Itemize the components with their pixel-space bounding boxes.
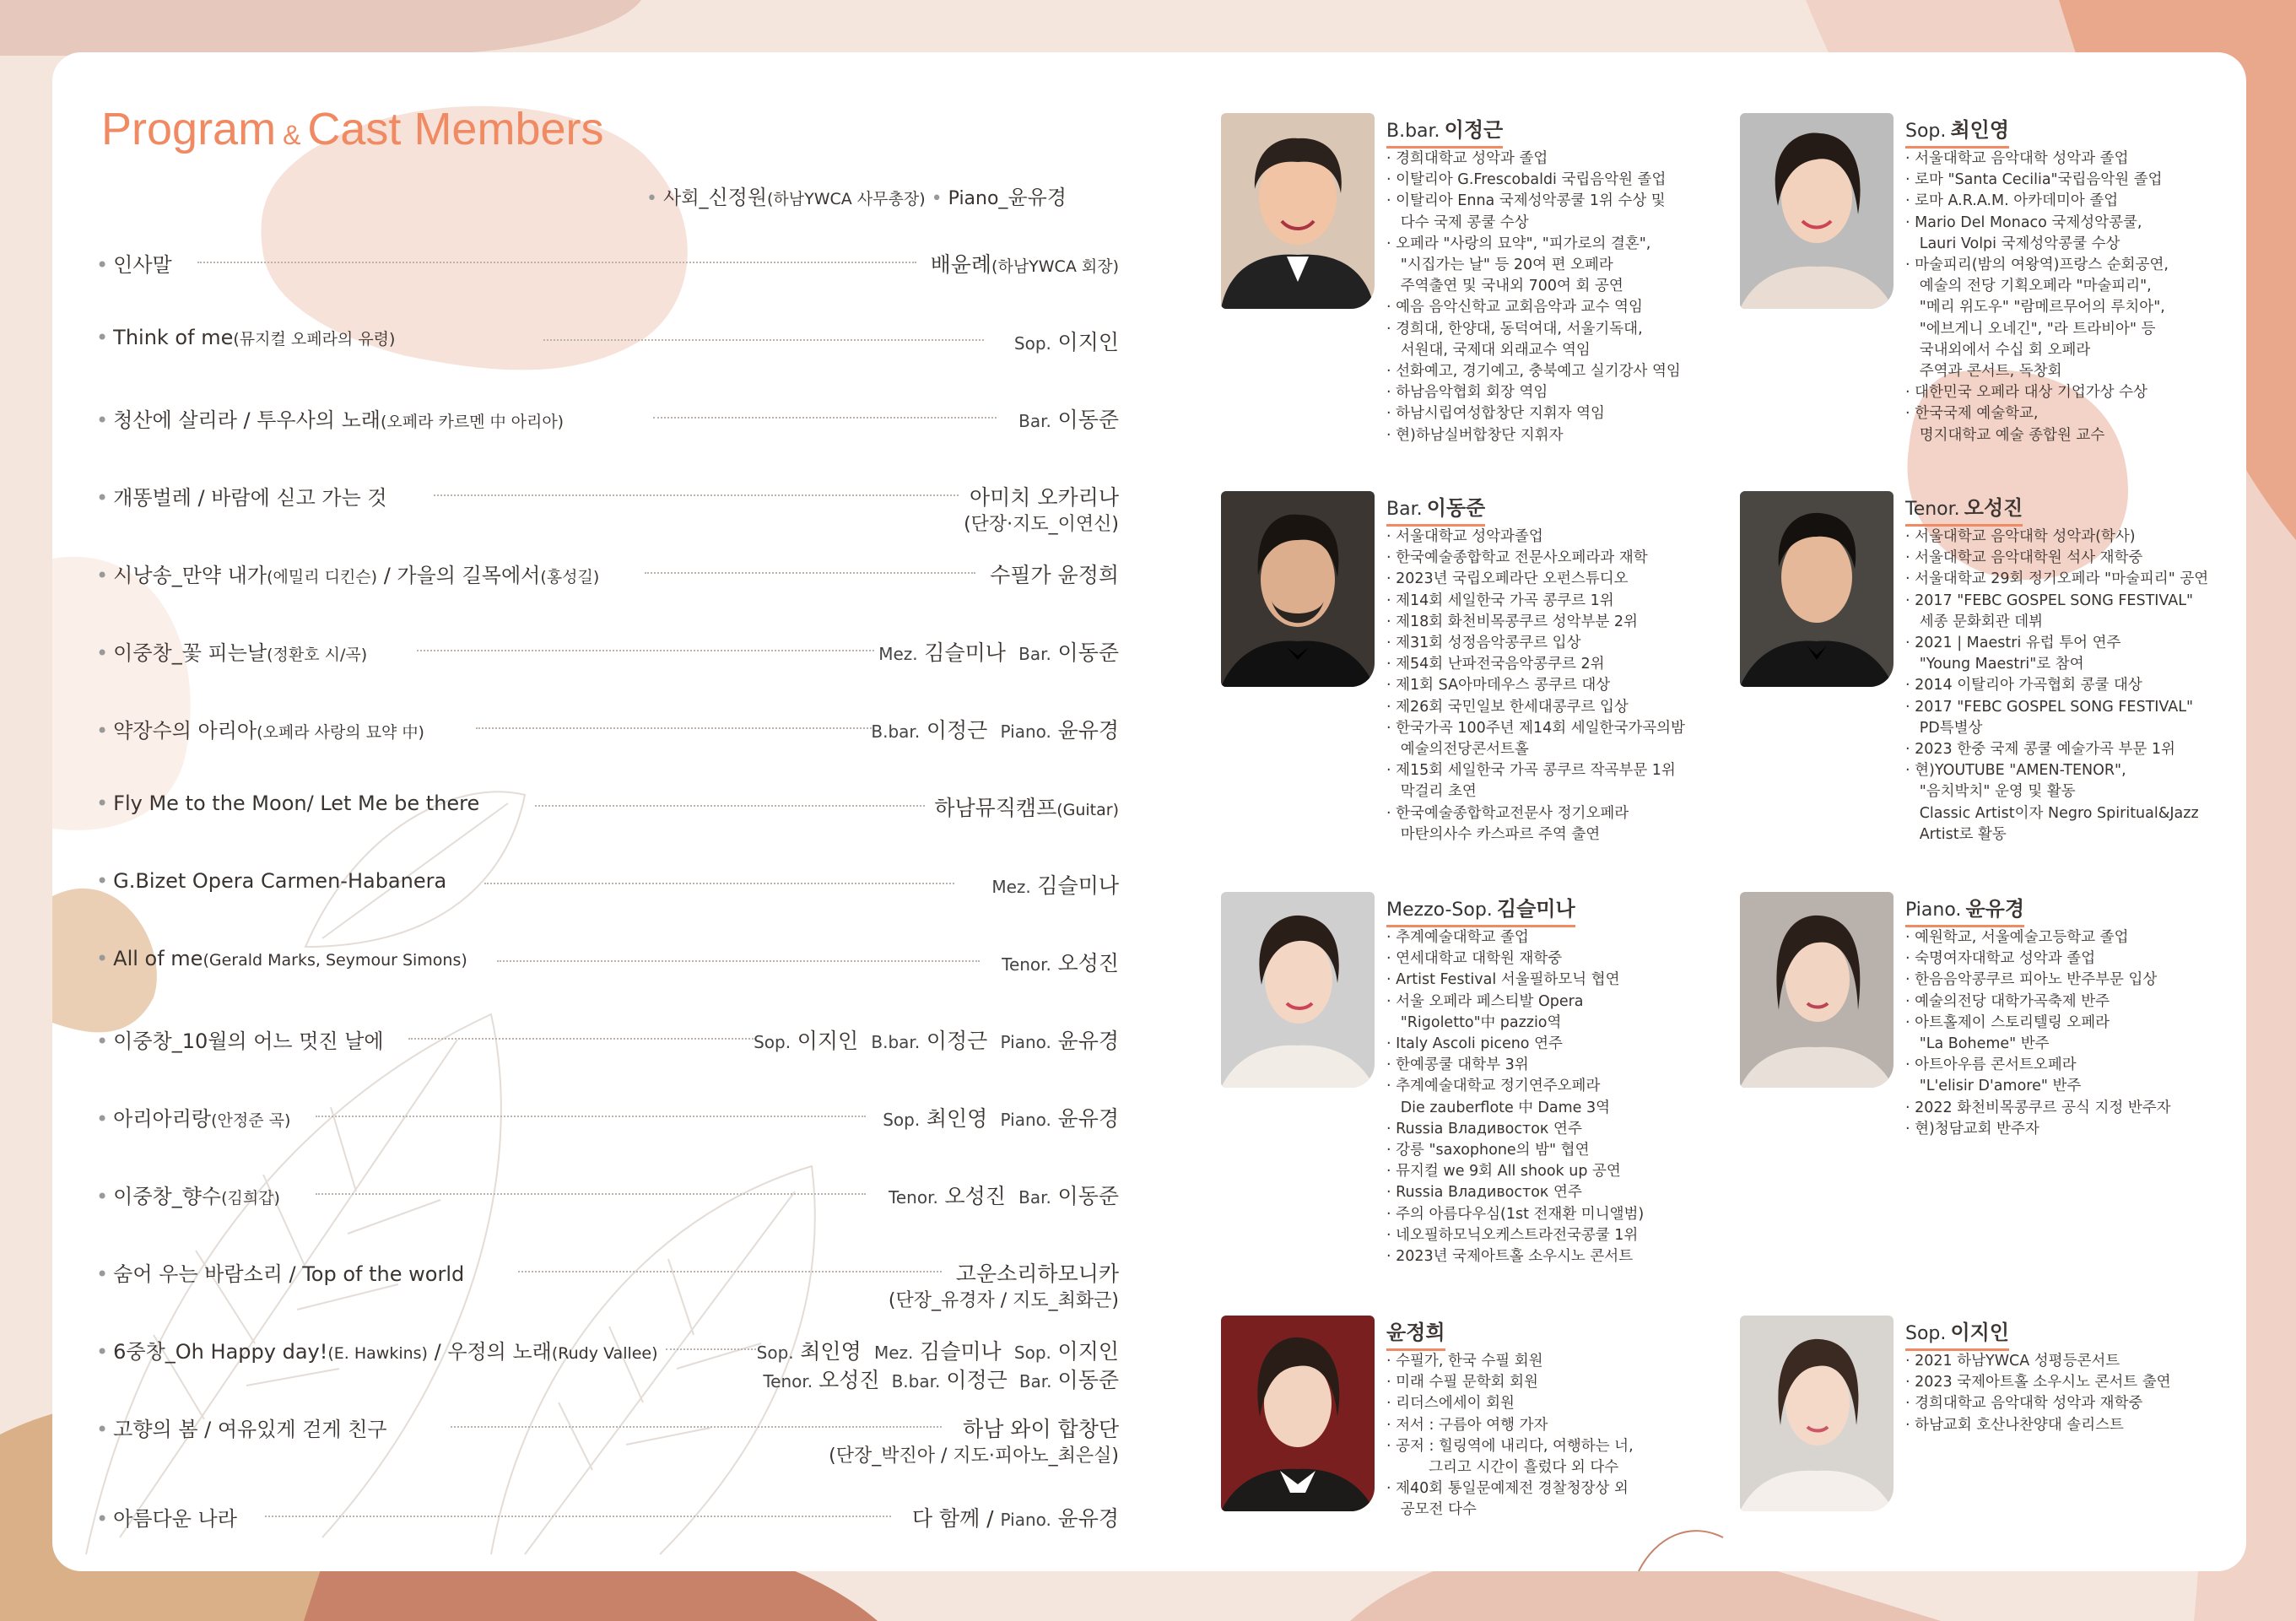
- cast-bio: · 추계예술대학교 졸업 · 연세대학교 대학원 재학중 · Artist Festival 서울필하모닉 협연 · 서울 오페라 페스티발 Opera "Rigoletto"中 pazzio역 · Italy Ascoli piceno 연주 · 한예콩쿨 대학부 3위 · 추계예술대학교 정기연주오페라 Die zauberflote 中 Dame 3역 · Russia Владивосток 연주 · 강릉 "saxophone의 밤" 협연 · 뮤지컬 we 9회 All shook up 공연 · Russia Владивосток 연주 · 주의 아름다우심(1st 전재환 미니앨범) · 네오필하모닉오케스트라전국콩쿨 1위 · 2023년 국제아트홀 소우시노 콘서트: [1386, 929, 1645, 1266]
- cast-photo: [1221, 1316, 1375, 1511]
- cast-name-heading: 윤정희: [1386, 1316, 1445, 1351]
- cast-name-heading: Piano. 윤유경: [1905, 892, 2024, 927]
- cast-bio: · 서울대학교 성악과졸업 · 한국예술종합학교 전문사오페라과 재학 · 2023년 국립오페라단 오펀스튜디오 · 제14회 세일한국 가곡 콩쿠르 1위 · 제18회 화천비목콩쿠르 성악부분 2위 · 제31회 성정음악콩쿠르 입상 · 제54회 난파전국음악콩쿠르 2위 · 제1회 SA아마데우스 콩쿠르 대상 · 제26회 국민일보 한세대콩쿠르 입상 · 한국가곡 100주년 제14회 세일한국가곡의밤 예술의전당콘서트홀 · 제15회 세일한국 가곡 콩쿠르 작곡부문 1위 막걸리 초연 · 한국예술종합학교전문사 정기오페라 마탄의사수 카스파르 주역 출연: [1386, 528, 1685, 843]
- program-item: • 숨어 우는 바람소리 / Top of the world 고운소리하모니카 (단장_유경자 / 지도_최화근): [96, 1262, 1119, 1311]
- cast-bio: · 수필가, 한국 수필 회원 · 미래 수필 문학회 회원 · 리더스에세이 회원 · 저서 : 구름아 여행 가자 · 공저 : 힐링역에 내리다, 여행하는 너, 그리고 시간이 흘렀다 외 다수 · 제40회 통일문예제전 경찰청장상 외 공모전 다수: [1386, 1353, 1634, 1519]
- program-item: • 인사말 배윤례(하남YWCA 회장): [96, 252, 1119, 277]
- title-program: Program: [101, 104, 277, 154]
- title-cast-members: Cast Members: [307, 104, 604, 154]
- title-ampersand: &: [283, 120, 301, 150]
- cast-name-heading: Tenor. 오성진: [1905, 491, 2023, 527]
- program-item: • Fly Me to the Moon/ Let Me be there 하남뮤직캠프(Guitar): [96, 792, 1119, 820]
- program-card: [52, 52, 2246, 1571]
- cast-photo: [1740, 113, 1894, 309]
- program-item: • 시낭송_만약 내가(에밀리 디킨슨) / 가을의 길목에서(홍성길) 수필가 윤정희: [96, 563, 1119, 587]
- cast-photo: [1221, 892, 1375, 1088]
- program-item: • All of me(Gerald Marks, Seymour Simons) Tenor. 오성진: [96, 947, 1119, 975]
- program-item: • 아름다운 나라 다 함께 / Piano. 윤유경: [96, 1506, 1119, 1531]
- program-item: • 약장수의 아리아(오페라 사랑의 묘약 中) B.bar. 이정근 Piano. 윤유경: [96, 718, 1119, 743]
- program-item: • G.Bizet Opera Carmen-Habanera Mez. 김슬미나: [96, 869, 1119, 898]
- cast-bio: · 서울대학교 음악대학 성악과 졸업 · 로마 "Santa Cecilia"국립음악원 졸업 · 로마 A.R.A.M. 아카데미아 졸업 · Mario Del Monaco 국제성악콩쿨, Lauri Volpi 국제성악콩쿨 수상 · 마술피리(밤의 여왕역)프랑스 순회공연, 예술의 전당 기획오페라 "마술피리", "메리 위도우" "람메르무어의 루치아", "에브게니 오네긴", "라 트라비아" 등 국내외에서 수십 회 오페라 주역과 콘서트, 독창회 · 대한민국 오페라 대상 기업가상 수상 · 한국국제 예술학교, 명지대학교 예술 종합원 교수: [1905, 150, 2169, 444]
- cast-photo: [1221, 491, 1375, 687]
- cast-name-heading: B.bar. 이정근: [1386, 113, 1503, 149]
- program-item: • 아리아리랑(안정준 곡) Sop. 최인영 Piano. 윤유경: [96, 1106, 1119, 1131]
- cast-bio: · 예원학교, 서울예술고등학교 졸업 · 숙명여자대학교 성악과 졸업 · 한음음악콩쿠르 피아노 반주부문 입상 · 예술의전당 대학가곡축제 반주 · 아트홀제이 스토리텔링 오페라 "La Boheme" 반주 · 아트아우름 콘서트오페라 "L'elisir D'amore" 반주 · 2022 화천비목콩쿠르 공식 지정 반주자 · 현)청담교회 반주자: [1905, 929, 2171, 1137]
- cast-bio: · 서울대학교 음악대학 성악과(학사) · 서울대학교 음악대학원 석사 재학중 · 서울대학교 29회 정기오페라 "마술피리" 공연 · 2017 "FEBC GOSPEL SONG FESTIVAL" 세종 문화회관 데뷔 · 2021 | Maestri 유럽 투어 연주 "Young Maestri"로 참여 · 2014 이탈리아 가곡협회 콩쿨 대상 · 2017 "FEBC GOSPEL SONG FESTIVAL" PD특별상 · 2023 한중 국제 콩쿨 예술가곡 부문 1위 · 현)YOUTUBE "AMEN-TENOR", "음치박치" 운영 및 활동 Classic Artist이자 Negro Spiritual&Jazz Artist로 활동: [1905, 528, 2209, 843]
- cast-name-heading: Sop. 이지인: [1905, 1316, 2009, 1351]
- cast-photo: [1740, 1316, 1894, 1511]
- cast-photo: [1221, 113, 1375, 309]
- cast-bio: · 경희대학교 성악과 졸업 · 이탈리아 G.Frescobaldi 국립음악원 졸업 · 이탈리아 Enna 국제성악콩쿨 1위 수상 및 다수 국제 콩쿨 수상 · 오페라 "사랑의 묘약", "피가로의 결혼", "시집가는 날" 등 20여 편 오페라 주역출연 및 국내외 700여 회 공연 · 예음 음악신학교 교회음악과 교수 역임 · 경희대, 한양대, 동덕여대, 서울기독대, 서원대, 국제대 외래교수 역임 · 선화예고, 경기예고, 충북예고 실기강사 역임 · 하남음악협회 회장 역임 · 하남시립여성합창단 지휘자 역임 · 현)하남실버합창단 지휘자: [1386, 150, 1681, 444]
- host-line: • 사회_신정원(하남YWCA 사무총장) • Piano_윤유경: [646, 186, 1067, 209]
- cast-name-heading: Mezzo-Sop. 김슬미나: [1386, 892, 1575, 927]
- program-item: • 개똥벌레 / 바람에 싣고 가는 것 아미치 오카리나 (단장·지도_이연신): [96, 485, 1119, 535]
- program-item: • 이중창_10월의 어느 멋진 날에 Sop. 이지인 B.bar. 이정근 Piano. 윤유경: [96, 1029, 1119, 1053]
- cast-photo: [1740, 892, 1894, 1088]
- program-item: • 이중창_꽃 피는날(정환호 시/곡) Mez. 김슬미나 Bar. 이동준: [96, 640, 1119, 665]
- cast-photo: [1740, 491, 1894, 687]
- cast-name-heading: Sop. 최인영: [1905, 113, 2009, 149]
- program-item: • 6중창_Oh Happy day!(E. Hawkins) / 우정의 노래(Rudy Vallee) Sop. 최인영 Mez. 김슬미나 Sop. 이지인 Tenor. 오성진 B.bar. 이정근 Bar. 이동준: [96, 1339, 1119, 1392]
- program-item: • 청산에 살리라 / 투우사의 노래(오페라 카르멘 中 아리아) Bar. 이동준: [96, 408, 1119, 432]
- program-item: • Think of me(뮤지컬 오페라의 유령) Sop. 이지인: [96, 326, 1119, 354]
- program-item: • 이중창_향수(김희갑) Tenor. 오성진 Bar. 이동준: [96, 1184, 1119, 1208]
- cast-name-heading: Bar. 이동준: [1386, 491, 1485, 527]
- program-item: • 고향의 봄 / 여유있게 걷게 친구 하남 와이 합창단 (단장_박진아 / 지도·피아노_최은실): [96, 1417, 1119, 1467]
- page-title: [101, 103, 604, 155]
- cast-bio: · 2021 하남YWCA 성평등콘서트 · 2023 국제아트홀 소우시노 콘서트 출연 · 경희대학교 음악대학 성악과 재학중 · 하남교회 호산나찬양대 솔리스트: [1905, 1353, 2171, 1434]
